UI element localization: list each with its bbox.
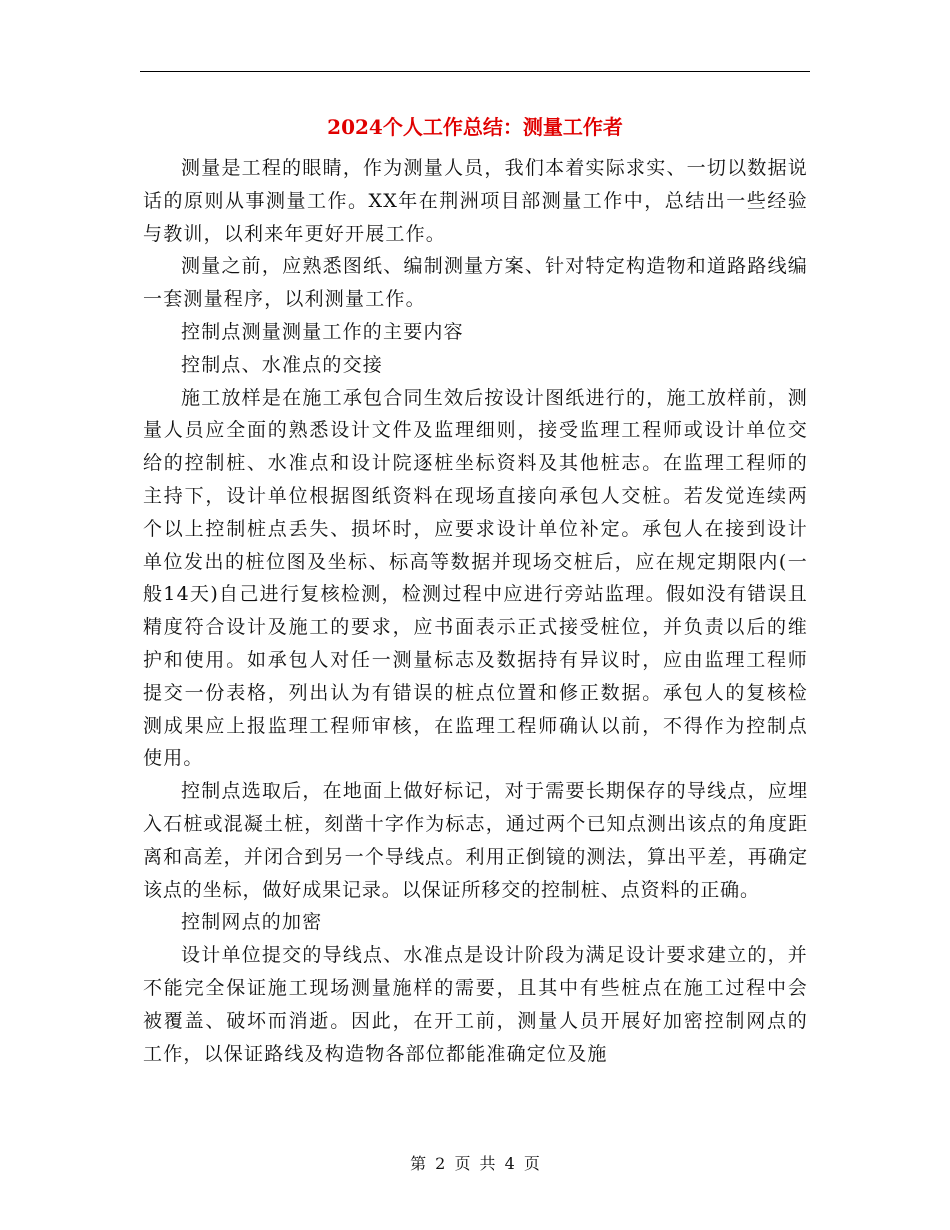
document-body bbox=[143, 152, 808, 1070]
section-heading-densification: 控制网点的加密 bbox=[181, 911, 323, 934]
paragraph-marking: 控制点选取后，在地面上做好标记，对于需要长期保存的导线点，应埋入石桩或混凝土桩，刻凿十字作为标志，通过两个已知点测出该点的角度距离和高差，并闭合到另一个导线点。利用正倒镜的测法，算出平差，再确定该点的坐标，做好成果记录。以保证所移交的控制桩、点资料的正确。 bbox=[143, 780, 808, 901]
paragraph-handover: 施工放样是在施工承包合同生效后按设计图纸进行的，施工放样前，测量人员应全面的熟悉设计文件及监理细则，接受监理工程师或设计单位交给的控制桩、水准点和设计院逐桩坐标资料及其他桩志。在监理工程师的主持下，设计单位根据图纸资料在现场直接向承包人交桩。若发觉连续两个以上控制桩点丢失、损坏时，应要求设计单位补定。承包人在接到设计单位发出的桩位图及坐标、标高等数据并现场交桩后，应在规定期限内(一般14天)自己进行复核检测，检测过程中应进行旁站监理。假如没有错误且精度符合设计及施工的要求，应书面表示正式接受桩位，并负责以后的维护和使用。如承包人对任一测量标志及数据持有异议时，应由监理工程师提交一份表格，列出认为有错误的桩点位置和修正数据。承包人的复核检测成果应上报监理工程师审核，在监理工程师确认以前，不得作为控制点使用。 bbox=[143, 386, 808, 770]
document-title: 2024个人工作总结：测量工作者 bbox=[327, 115, 623, 139]
paragraph-intro: 测量是工程的眼睛，作为测量人员，我们本着实际求实、一切以数据说话的原则从事测量工作。XX年在荆洲项目部测量工作中，总结出一些经验与教训，以利来年更好开展工作。 bbox=[143, 157, 808, 245]
section-heading-main-content: 控制点测量测量工作的主要内容 bbox=[181, 320, 464, 343]
section-heading-handover: 控制点、水准点的交接 bbox=[181, 353, 384, 376]
page-footer: 第 2 页 共 4 页 bbox=[410, 1154, 540, 1173]
paragraph-preparation: 测量之前，应熟悉图纸、编制测量方案、针对特定构造物和道路路线编一套测量程序，以利测量工作。 bbox=[143, 255, 808, 311]
header-rule bbox=[140, 71, 810, 72]
paragraph-densification: 设计单位提交的导线点、水准点是设计阶段为满足设计要求建立的，并不能完全保证施工现场测量施样的需要，且其中有些桩点在施工过程中会被覆盖、破坏而消逝。因此，在开工前，测量人员开展好加密控制网点的工作，以保证路线及构造物各部位都能准确定位及施 bbox=[143, 944, 808, 1065]
